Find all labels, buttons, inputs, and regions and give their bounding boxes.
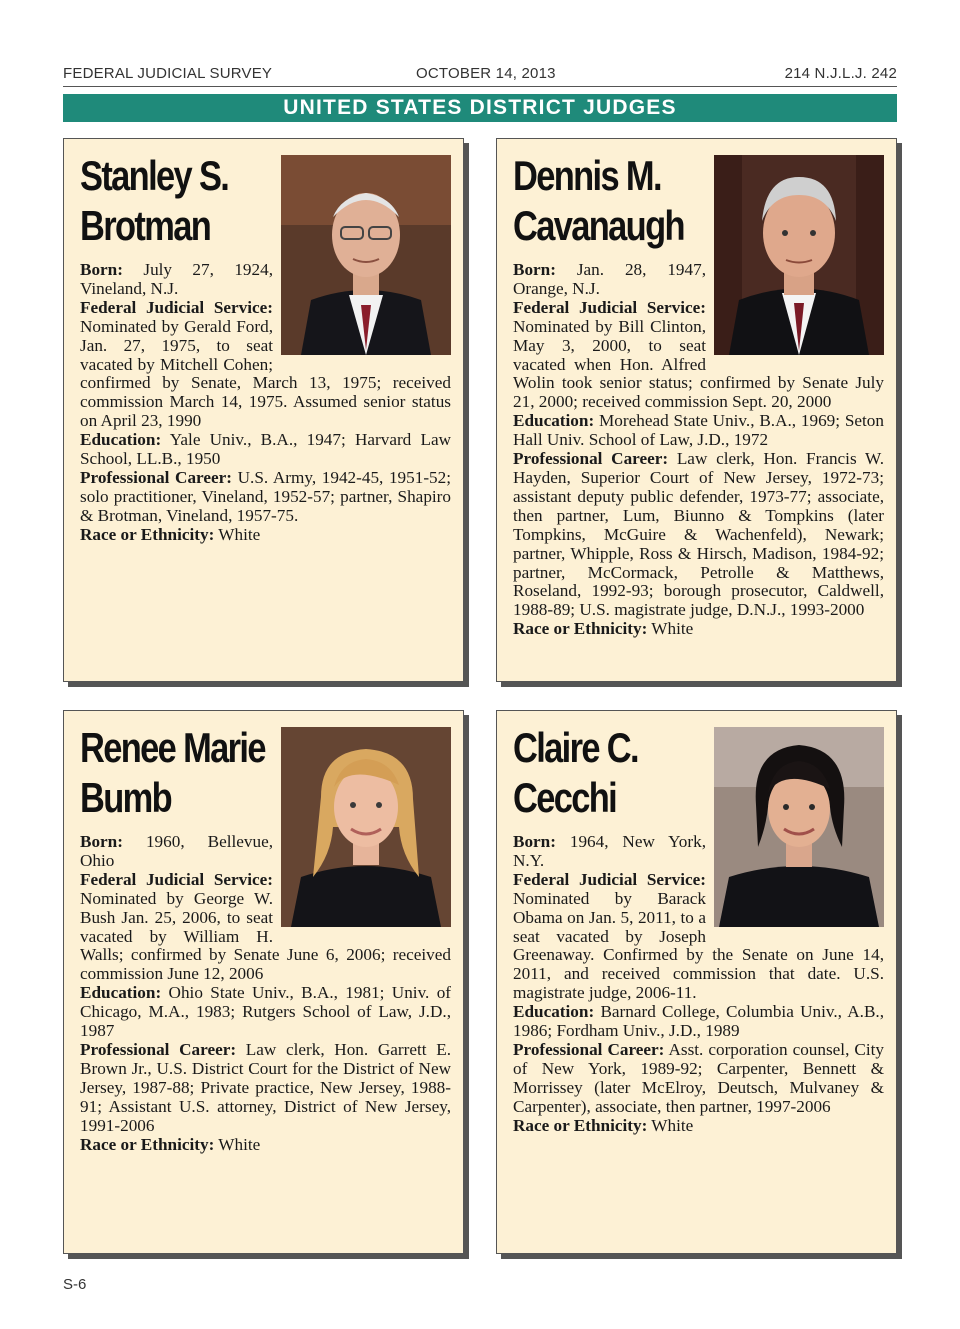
- judge-name: Claire C. Cecchi: [513, 724, 638, 821]
- service-entry: Federal Judicial Service: Nominated by Bill Clinton, May 3, 2000, to seat vacated when Hon. Alfred Wolin took senior status; confirmed by Senate July 21, 2000; received commission Sept. 20, 2000: [513, 297, 884, 412]
- judge-name: Dennis M. Cavanaugh: [513, 152, 684, 249]
- judge-card: [496, 710, 897, 1254]
- career-entry: Professional Career: Asst. corporation counsel, City of New York, 1989-92; Carpenter, Bennett & Morrissey (later McElroy, Deutsch, Mulvaney & Carpenter), associate, then partner, 1997-2006: [513, 1039, 884, 1116]
- born-entry: Born: 1960, Bellevue, Ohio: [80, 832, 273, 870]
- career-entry: Professional Career: U.S. Army, 1942-45, 1951-52; solo practitioner, Vineland, 1952-57; partner, Shapiro & Brotman, Vineland, 1957-75.: [80, 467, 452, 525]
- born-entry: Born: Jan. 28, 1947, Orange, N.J.: [513, 260, 706, 298]
- publication-name: FEDERAL JUDICIAL SURVEY: [63, 65, 273, 82]
- section-banner: UNITED STATES DISTRICT JUDGES: [63, 94, 897, 122]
- judge-card: [63, 710, 464, 1254]
- service-entry: Federal Judicial Service: Nominated by Gerald Ford, Jan. 27, 1975, to seat vacated by Mitchell Cohen; confirmed by Senate, March 13, 1975; received commission March 14, 1975. Assumed senior status on April 23, 1990: [80, 297, 451, 431]
- service-entry: Federal Judicial Service: Nominated by Barack Obama on Jan. 5, 2011, to a seat vacated by Joseph Greenaway. Confirmed by the Senate on June 14, 2011, and received commission that date. U.S. magistrate judge, 2006-11.: [513, 869, 884, 1003]
- race-entry: Race or Ethnicity: White: [513, 1115, 694, 1135]
- citation: 214 N.J.L.J. 242: [784, 65, 897, 82]
- judge-name: Stanley S. Brotman: [80, 152, 229, 249]
- education-entry: Education: Barnard College, Columbia Univ., A.B., 1986; Fordham Univ., J.D., 1989: [513, 1002, 884, 1041]
- running-header: [63, 62, 897, 87]
- issue-date: OCTOBER 14, 2013: [416, 65, 556, 82]
- career-entry: Professional Career: Law clerk, Hon. Francis W. Hayden, Superior Court of New Jersey, 1972-73; assistant deputy public defender, 1973-77; associate, then partner, Lum, Biunno & Tompkins (later Tompkins, McGuire & Wachenfeld), Newark; partner, Whipple, Ross & Hirsch, Madison, 1984-92; partner, McCormack, Petrolle & Matthews, Roseland, 1992-93; borough prosecutor, Caldwell, 1988-89; U.S. magistrate judge, D.N.J., 1993-2000: [513, 449, 884, 620]
- born-entry: Born: 1964, New York, N.Y.: [513, 832, 707, 870]
- judge-card: [496, 138, 897, 682]
- education-entry: Education: Morehead State Univ., B.A., 1969; Seton Hall Univ. School of Law, J.D., 1972: [513, 411, 884, 450]
- judge-name: Renee Marie Bumb: [80, 724, 265, 821]
- career-entry: Professional Career: Law clerk, Hon. Garrett E. Brown Jr., U.S. District Court for the District of New Jersey, 1987-88; Private practice, New Jersey, 1988-91; Assistant U.S. attorney, District of New Jersey, 1991-2006: [80, 1039, 452, 1135]
- education-entry: Education: Yale Univ., B.A., 1947; Harvard Law School, LL.B., 1950: [80, 430, 451, 469]
- education-entry: Education: Ohio State Univ., B.A., 1981; Univ. of Chicago, M.A., 1983; Rutgers School of Law, J.D., 1987: [80, 983, 452, 1041]
- born-entry: Born: July 27, 1924, Vineland, N.J.: [80, 260, 273, 298]
- service-entry: Federal Judicial Service: Nominated by George W. Bush Jan. 25, 2006, to seat vacated by William H. Walls; confirmed by Senate June 6, 2006; received commission June 12, 2006: [80, 869, 451, 984]
- judge-card: [63, 138, 464, 682]
- race-entry: Race or Ethnicity: White: [80, 1134, 261, 1154]
- page-number: S-6: [63, 1276, 87, 1293]
- race-entry: Race or Ethnicity: White: [80, 524, 261, 544]
- race-entry: Race or Ethnicity: White: [513, 619, 694, 639]
